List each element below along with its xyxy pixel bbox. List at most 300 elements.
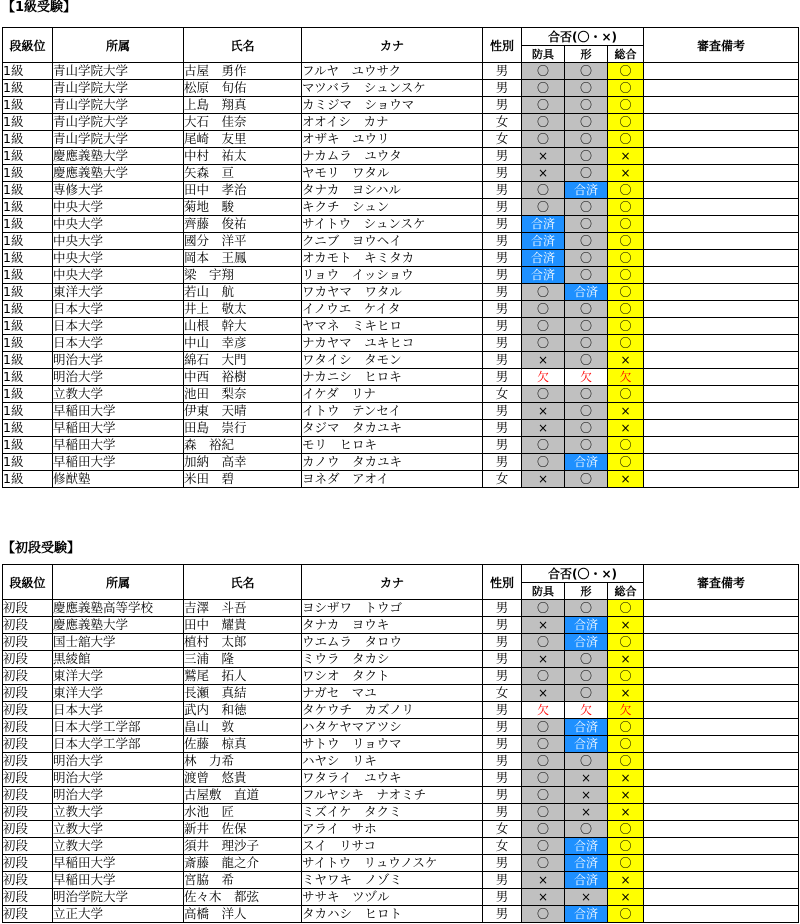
cell-bougu: 〇 [522, 668, 565, 685]
cell-kata: 〇 [565, 216, 608, 233]
cell-name: 田中 孝治 [184, 182, 302, 199]
cell-kata: 〇 [565, 318, 608, 335]
table-row [3, 804, 799, 821]
cell-name: 尾崎 友里 [184, 131, 302, 148]
cell-bougu: 〇 [522, 770, 565, 787]
table-row [3, 617, 799, 634]
cell-remarks [644, 301, 799, 318]
cell-rank: 1級 [3, 454, 53, 471]
cell-kata: 合済 [565, 284, 608, 301]
cell-bougu: × [522, 651, 565, 668]
cell-kata: 〇 [565, 821, 608, 838]
cell-affiliation: 中央大学 [53, 216, 184, 233]
cell-name: 古屋 勇作 [184, 63, 302, 80]
cell-remarks [644, 736, 799, 753]
cell-kana: オザキ ユウリ [302, 131, 483, 148]
cell-kata: 〇 [565, 131, 608, 148]
cell-name: 鷲尾 拓人 [184, 668, 302, 685]
cell-sex: 女 [483, 685, 522, 702]
table-row [3, 352, 799, 369]
cell-name: 若山 航 [184, 284, 302, 301]
cell-affiliation: 日本大学 [53, 702, 184, 719]
cell-remarks [644, 80, 799, 97]
cell-rank: 初段 [3, 651, 53, 668]
cell-name: 齊藤 俊祐 [184, 216, 302, 233]
cell-name: 池田 梨奈 [184, 386, 302, 403]
cell-kana: ミウラ タカシ [302, 651, 483, 668]
cell-rank: 初段 [3, 872, 53, 889]
cell-name: 植村 太郎 [184, 634, 302, 651]
cell-kata: 〇 [565, 600, 608, 617]
cell-kata: 〇 [565, 250, 608, 267]
table-row [3, 719, 799, 736]
cell-sex: 男 [483, 651, 522, 668]
cell-sex: 男 [483, 80, 522, 97]
cell-bougu: × [522, 889, 565, 906]
cell-rank: 初段 [3, 787, 53, 804]
cell-name: 伊東 天晴 [184, 403, 302, 420]
cell-kana: タカハシ ヒロト [302, 906, 483, 923]
cell-kana: カノウ タカユキ [302, 454, 483, 471]
cell-bougu: × [522, 420, 565, 437]
cell-name: 佐藤 椋真 [184, 736, 302, 753]
cell-kana: イケダ リナ [302, 386, 483, 403]
cell-rank: 1級 [3, 403, 53, 420]
table-row [3, 131, 799, 148]
table-row [3, 114, 799, 131]
cell-kata: 合済 [565, 855, 608, 872]
cell-sex: 女 [483, 471, 522, 488]
cell-remarks [644, 787, 799, 804]
cell-bougu: 合済 [522, 250, 565, 267]
cell-bougu: × [522, 352, 565, 369]
cell-sogo: × [608, 889, 644, 906]
cell-kana: ワタイシ タモン [302, 352, 483, 369]
cell-affiliation: 青山学院大学 [53, 63, 184, 80]
cell-sogo: 〇 [608, 736, 644, 753]
cell-kana: ナガセ マユ [302, 685, 483, 702]
cell-name: 上島 翔真 [184, 97, 302, 114]
cell-kata: 〇 [565, 199, 608, 216]
header-name: 氏名 [184, 565, 302, 600]
cell-sex: 男 [483, 267, 522, 284]
table-row [3, 838, 799, 855]
cell-rank: 初段 [3, 804, 53, 821]
table-row [3, 97, 799, 114]
cell-name: 中西 裕樹 [184, 369, 302, 386]
cell-sogo: × [608, 420, 644, 437]
cell-bougu: × [522, 685, 565, 702]
cell-remarks [644, 437, 799, 454]
cell-sogo: × [608, 352, 644, 369]
cell-remarks [644, 855, 799, 872]
cell-affiliation: 立正大学 [53, 906, 184, 923]
cell-kana: イノウエ ケイタ [302, 301, 483, 318]
cell-name: 林 力希 [184, 753, 302, 770]
cell-bougu: 〇 [522, 736, 565, 753]
section-title-1kyu: 【1級受験】 [2, 0, 77, 15]
cell-rank: 1級 [3, 318, 53, 335]
cell-rank: 1級 [3, 148, 53, 165]
cell-bougu: × [522, 148, 565, 165]
cell-sogo: × [608, 403, 644, 420]
cell-kana: マツバラ シュンスケ [302, 80, 483, 97]
cell-name: 田島 崇行 [184, 420, 302, 437]
cell-affiliation: 立教大学 [53, 821, 184, 838]
cell-bougu: 〇 [522, 804, 565, 821]
cell-sogo: 〇 [608, 284, 644, 301]
cell-remarks [644, 352, 799, 369]
cell-kana: ワカヤマ ワタル [302, 284, 483, 301]
cell-bougu: 〇 [522, 335, 565, 352]
cell-sogo: 〇 [608, 335, 644, 352]
cell-sex: 男 [483, 182, 522, 199]
cell-kana: ナカニシ ヒロキ [302, 369, 483, 386]
cell-sogo: 〇 [608, 906, 644, 923]
table-row [3, 770, 799, 787]
cell-kata: 〇 [565, 63, 608, 80]
cell-kata: 合済 [565, 634, 608, 651]
cell-affiliation: 明治大学 [53, 770, 184, 787]
cell-kana: スイ リサコ [302, 838, 483, 855]
cell-bougu: 〇 [522, 437, 565, 454]
cell-affiliation: 東洋大学 [53, 284, 184, 301]
cell-rank: 初段 [3, 736, 53, 753]
cell-bougu: × [522, 403, 565, 420]
cell-remarks [644, 872, 799, 889]
cell-sex: 男 [483, 906, 522, 923]
cell-sogo: 〇 [608, 267, 644, 284]
cell-kana: ワシオ タクト [302, 668, 483, 685]
table-row [3, 148, 799, 165]
header-remarks: 審査備考 [644, 565, 799, 600]
cell-remarks [644, 148, 799, 165]
cell-kana: ワタライ ユウキ [302, 770, 483, 787]
cell-sogo: 〇 [608, 386, 644, 403]
cell-bougu: × [522, 471, 565, 488]
table-row [3, 753, 799, 770]
cell-rank: 1級 [3, 199, 53, 216]
cell-affiliation: 日本大学 [53, 301, 184, 318]
cell-rank: 1級 [3, 97, 53, 114]
cell-kana: タケウチ カズノリ [302, 702, 483, 719]
cell-kata: 〇 [565, 301, 608, 318]
cell-kana: ミズイケ タクミ [302, 804, 483, 821]
cell-bougu: 〇 [522, 753, 565, 770]
cell-sex: 男 [483, 97, 522, 114]
cell-sogo: 〇 [608, 80, 644, 97]
cell-sex: 男 [483, 855, 522, 872]
cell-remarks [644, 889, 799, 906]
cell-kana: オカモト キミタカ [302, 250, 483, 267]
cell-kana: タナカ ヨウキ [302, 617, 483, 634]
cell-rank: 1級 [3, 284, 53, 301]
cell-kata: 〇 [565, 753, 608, 770]
cell-remarks [644, 114, 799, 131]
cell-sogo: 〇 [608, 301, 644, 318]
cell-affiliation: 中央大学 [53, 199, 184, 216]
cell-kata: 欠 [565, 369, 608, 386]
cell-kata: 合済 [565, 719, 608, 736]
cell-kata: 〇 [565, 651, 608, 668]
cell-bougu: 〇 [522, 318, 565, 335]
header-affiliation: 所属 [53, 565, 184, 600]
header-affiliation: 所属 [53, 28, 184, 63]
cell-affiliation: 立教大学 [53, 386, 184, 403]
cell-bougu: 〇 [522, 199, 565, 216]
table-row [3, 403, 799, 420]
table-row [3, 284, 799, 301]
cell-name: 松原 旬佑 [184, 80, 302, 97]
cell-sex: 男 [483, 668, 522, 685]
cell-kana: モリ ヒロキ [302, 437, 483, 454]
cell-sogo: 〇 [608, 838, 644, 855]
header-bougu: 防具 [522, 46, 565, 63]
cell-kana: ハタケヤマアツシ [302, 719, 483, 736]
cell-sogo: 〇 [608, 97, 644, 114]
cell-sogo: 〇 [608, 821, 644, 838]
cell-affiliation: 明治大学 [53, 787, 184, 804]
cell-sex: 男 [483, 216, 522, 233]
cell-sex: 男 [483, 634, 522, 651]
cell-name: 長瀬 真結 [184, 685, 302, 702]
cell-rank: 1級 [3, 437, 53, 454]
table-row [3, 872, 799, 889]
cell-bougu: 〇 [522, 97, 565, 114]
cell-remarks [644, 804, 799, 821]
cell-remarks [644, 165, 799, 182]
table-row [3, 651, 799, 668]
cell-bougu: × [522, 165, 565, 182]
cell-kana: サイトウ シュンスケ [302, 216, 483, 233]
cell-kana: ミヤワキ ノゾミ [302, 872, 483, 889]
cell-affiliation: 慶應義塾大学 [53, 165, 184, 182]
table-row [3, 386, 799, 403]
cell-remarks [644, 702, 799, 719]
table-row [3, 165, 799, 182]
cell-sex: 男 [483, 804, 522, 821]
cell-affiliation: 早稲田大学 [53, 420, 184, 437]
cell-rank: 初段 [3, 719, 53, 736]
cell-kata: 合済 [565, 736, 608, 753]
cell-kana: タジマ タカユキ [302, 420, 483, 437]
cell-sex: 男 [483, 770, 522, 787]
table-row [3, 267, 799, 284]
cell-name: 古屋敷 直道 [184, 787, 302, 804]
cell-remarks [644, 719, 799, 736]
cell-name: 大石 佳奈 [184, 114, 302, 131]
cell-name: 水池 匠 [184, 804, 302, 821]
table-row [3, 685, 799, 702]
cell-remarks [644, 63, 799, 80]
cell-kana: サイトウ リュウノスケ [302, 855, 483, 872]
cell-kata: 合済 [565, 454, 608, 471]
cell-rank: 1級 [3, 267, 53, 284]
cell-sogo: 〇 [608, 114, 644, 131]
header-kana: カナ [302, 28, 483, 63]
cell-sogo: 〇 [608, 719, 644, 736]
table-row [3, 420, 799, 437]
cell-kana: イトウ テンセイ [302, 403, 483, 420]
cell-rank: 初段 [3, 668, 53, 685]
cell-sex: 男 [483, 454, 522, 471]
table-row [3, 600, 799, 617]
cell-rank: 1級 [3, 369, 53, 386]
cell-affiliation: 日本大学 [53, 335, 184, 352]
cell-rank: 1級 [3, 352, 53, 369]
cell-sex: 男 [483, 617, 522, 634]
cell-name: 武内 和徳 [184, 702, 302, 719]
cell-rank: 1級 [3, 114, 53, 131]
cell-remarks [644, 651, 799, 668]
cell-name: 米田 碧 [184, 471, 302, 488]
cell-bougu: 〇 [522, 855, 565, 872]
cell-remarks [644, 233, 799, 250]
cell-affiliation: 立教大学 [53, 804, 184, 821]
cell-name: 加納 高幸 [184, 454, 302, 471]
cell-remarks [644, 668, 799, 685]
header-sex: 性別 [483, 28, 522, 63]
cell-sogo: × [608, 651, 644, 668]
cell-kana: ハヤシ リキ [302, 753, 483, 770]
cell-sex: 男 [483, 284, 522, 301]
cell-bougu: 〇 [522, 63, 565, 80]
cell-name: 岡本 王鳳 [184, 250, 302, 267]
cell-kana: キクチ シュン [302, 199, 483, 216]
cell-affiliation: 青山学院大学 [53, 97, 184, 114]
cell-rank: 1級 [3, 420, 53, 437]
table-row [3, 889, 799, 906]
cell-sogo: 〇 [608, 63, 644, 80]
cell-name: 吉澤 斗吾 [184, 600, 302, 617]
cell-sogo: × [608, 617, 644, 634]
cell-affiliation: 中央大学 [53, 267, 184, 284]
cell-affiliation: 中央大学 [53, 233, 184, 250]
cell-remarks [644, 216, 799, 233]
cell-sogo: 〇 [608, 634, 644, 651]
cell-remarks [644, 685, 799, 702]
cell-kata: 合済 [565, 182, 608, 199]
cell-kata: 欠 [565, 702, 608, 719]
cell-sogo: × [608, 685, 644, 702]
cell-sogo: × [608, 148, 644, 165]
cell-sex: 男 [483, 199, 522, 216]
cell-bougu: 〇 [522, 454, 565, 471]
cell-kata: × [565, 770, 608, 787]
cell-kata: × [565, 889, 608, 906]
cell-sex: 男 [483, 872, 522, 889]
cell-sex: 男 [483, 787, 522, 804]
cell-rank: 1級 [3, 165, 53, 182]
cell-rank: 初段 [3, 753, 53, 770]
cell-kana: ヨシザワ トウゴ [302, 600, 483, 617]
cell-bougu: 〇 [522, 182, 565, 199]
cell-affiliation: 中央大学 [53, 250, 184, 267]
cell-rank: 初段 [3, 838, 53, 855]
cell-rank: 初段 [3, 702, 53, 719]
cell-sogo: 〇 [608, 855, 644, 872]
cell-sex: 男 [483, 301, 522, 318]
table-row [3, 437, 799, 454]
cell-remarks [644, 770, 799, 787]
cell-affiliation: 立教大学 [53, 838, 184, 855]
cell-kata: 合済 [565, 838, 608, 855]
cell-rank: 1級 [3, 335, 53, 352]
cell-affiliation: 専修大学 [53, 182, 184, 199]
cell-kata: 合済 [565, 617, 608, 634]
cell-affiliation: 早稲田大学 [53, 872, 184, 889]
header-sogo: 総合 [608, 46, 644, 63]
cell-kata: 〇 [565, 267, 608, 284]
cell-bougu: 〇 [522, 114, 565, 131]
cell-name: 中山 幸彦 [184, 335, 302, 352]
cell-rank: 1級 [3, 471, 53, 488]
cell-rank: 1級 [3, 131, 53, 148]
cell-sex: 男 [483, 369, 522, 386]
cell-bougu: 〇 [522, 80, 565, 97]
cell-kana: ササキ ツヅル [302, 889, 483, 906]
table-row [3, 855, 799, 872]
cell-rank: 初段 [3, 821, 53, 838]
cell-bougu: 〇 [522, 719, 565, 736]
cell-kana: ナカムラ ユウタ [302, 148, 483, 165]
cell-name: 森 裕紀 [184, 437, 302, 454]
cell-bougu: 欠 [522, 702, 565, 719]
cell-kana: リョウ イッショウ [302, 267, 483, 284]
cell-remarks [644, 386, 799, 403]
cell-name: 國分 洋平 [184, 233, 302, 250]
cell-affiliation: 明治大学 [53, 369, 184, 386]
cell-sex: 男 [483, 63, 522, 80]
cell-remarks [644, 182, 799, 199]
cell-remarks [644, 454, 799, 471]
cell-remarks [644, 821, 799, 838]
cell-bougu: 〇 [522, 301, 565, 318]
cell-bougu: 合済 [522, 216, 565, 233]
cell-rank: 1級 [3, 63, 53, 80]
cell-sogo: 〇 [608, 318, 644, 335]
cell-rank: 初段 [3, 600, 53, 617]
cell-remarks [644, 838, 799, 855]
table-row [3, 906, 799, 923]
table-row [3, 335, 799, 352]
cell-name: 三浦 隆 [184, 651, 302, 668]
cell-bougu: 〇 [522, 787, 565, 804]
cell-remarks [644, 267, 799, 284]
cell-affiliation: 慶應義塾高等学校 [53, 600, 184, 617]
cell-kata: 〇 [565, 386, 608, 403]
cell-sogo: 〇 [608, 753, 644, 770]
cell-name: 田中 耀貴 [184, 617, 302, 634]
cell-kana: ヨネダ アオイ [302, 471, 483, 488]
cell-kata: × [565, 804, 608, 821]
cell-kana: オオイシ カナ [302, 114, 483, 131]
cell-kana: フルヤ ユウサク [302, 63, 483, 80]
cell-affiliation: 黒綾館 [53, 651, 184, 668]
cell-sogo: × [608, 770, 644, 787]
table-row [3, 471, 799, 488]
table-row [3, 702, 799, 719]
cell-sex: 男 [483, 753, 522, 770]
cell-bougu: 合済 [522, 267, 565, 284]
cell-sex: 男 [483, 318, 522, 335]
cell-name: 中村 祐太 [184, 148, 302, 165]
cell-sogo: 〇 [608, 233, 644, 250]
cell-affiliation: 日本大学工学部 [53, 736, 184, 753]
cell-sex: 男 [483, 889, 522, 906]
cell-sogo: 〇 [608, 199, 644, 216]
cell-remarks [644, 471, 799, 488]
